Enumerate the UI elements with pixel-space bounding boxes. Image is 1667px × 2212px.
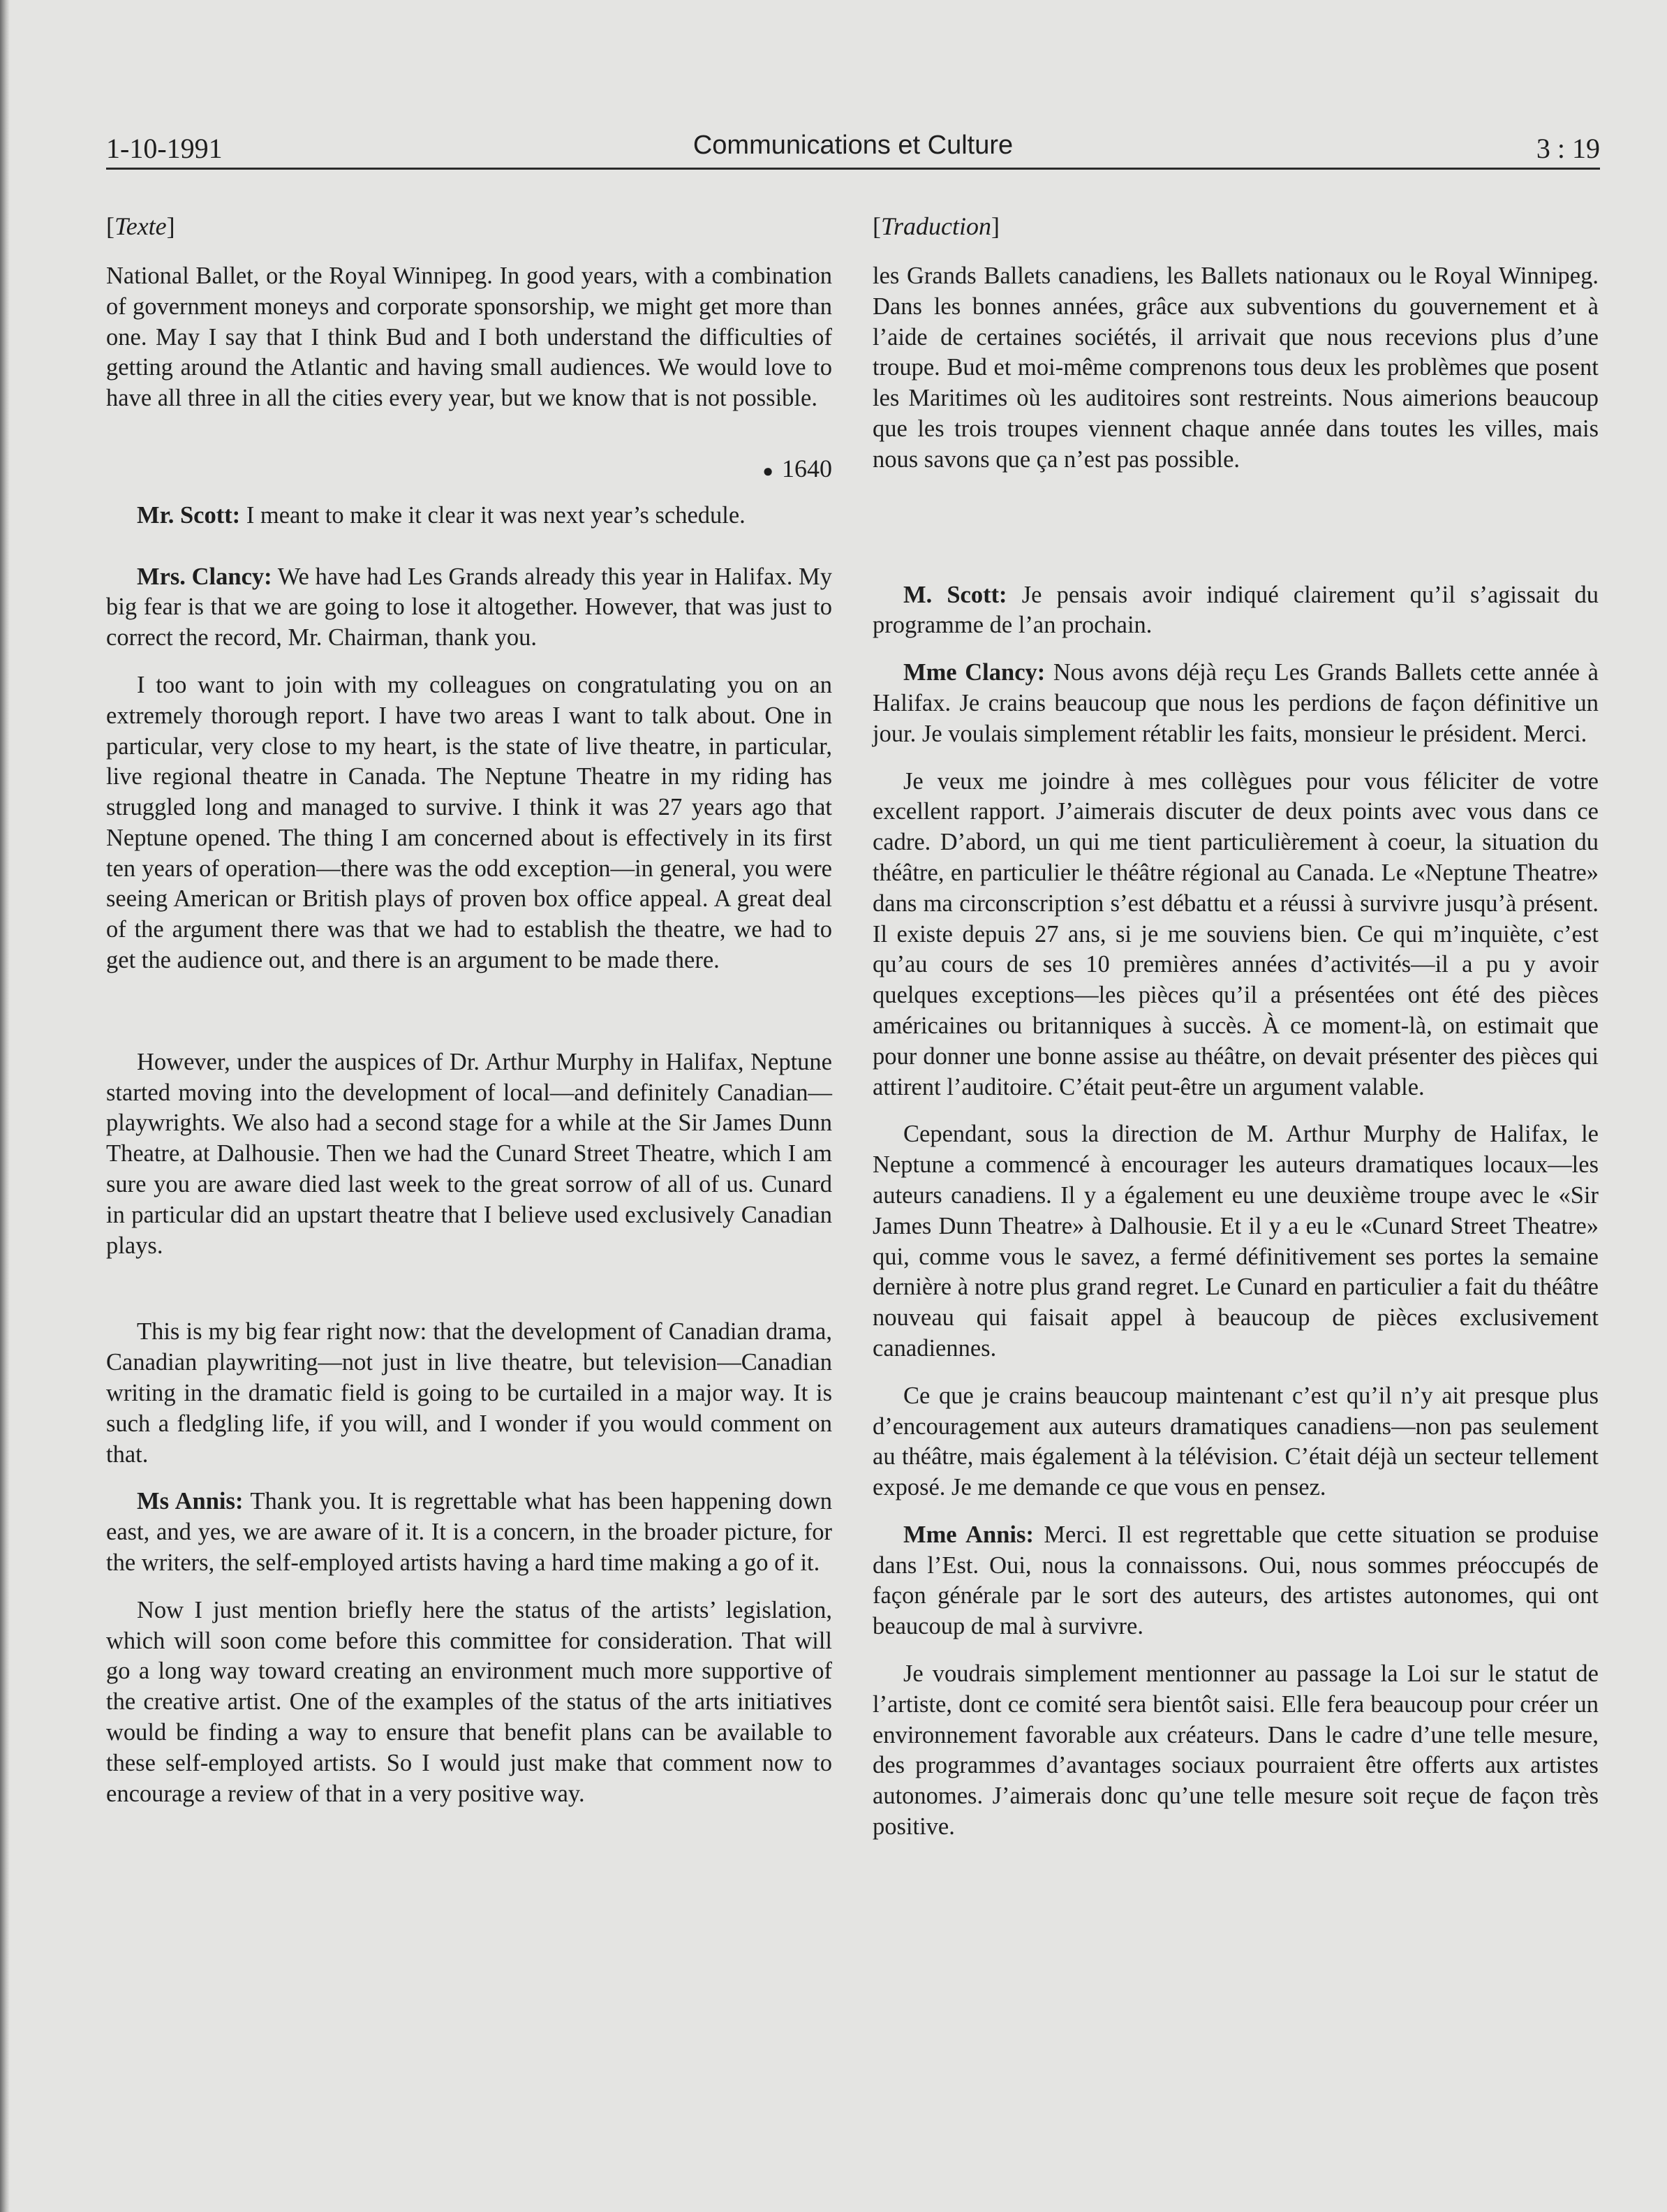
column-label-french: [Traduction]: [873, 212, 1000, 240]
paragraph-scott: Mr. Scott: I meant to make it clear it was next year’s schedule.: [137, 501, 746, 529]
header-date: 1-10-1991: [106, 133, 223, 164]
paragraph-legislation: Je voudrais simplement mentionner au passage la Loi sur le statut de l’artiste, dont ce comité sera bientôt saisi. Elle fera beaucoup pour créer un environnement favorable aux créateurs. Dans le cadre d’une telle mesure, des programmes d’avantages sociaux pourraient être offerts aux artistes autonomes. J’aimerais donc qu’une telle mesure soit reçue de façon très positive.: [873, 1660, 1599, 1841]
paragraph-scott: M. Scott: Je pensais avoir indiqué clairement qu’il s’agissait du programme de l’an prochain.: [873, 581, 1599, 639]
paragraph-clancy: Mrs. Clancy: We have had Les Grands already this year in Halifax. My big fear is that we are going to lose it altogether. However, that was just to correct the record, Mr. Chairman, thank you.: [106, 563, 832, 651]
timestamp-marker: [106, 452, 832, 488]
column-english: [106, 209, 832, 1809]
timestamp-value: 1640: [782, 454, 832, 482]
paragraph-murphy: However, under the auspices of Dr. Arthur Murphy in Halifax, Neptune started moving into the development of local—and definitely Canadian—playwrights. We also had a second stage for a while at the Sir James Dunn Theatre, at Dalhousie. Then we had the Cunard Street Theatre, which I am sure you are aware died last week to the great sorrow of all of us. Cunard in particular did an upstart theatre that I believe used exclusively Canadian plays.: [106, 1048, 832, 1259]
header-title: Communications et Culture: [692, 131, 1014, 160]
speaker-name: Mr. Scott:: [137, 501, 241, 529]
header-page-number: 3 : 19: [1536, 133, 1600, 164]
speaker-name: Ms Annis:: [137, 1488, 244, 1515]
paragraph-clancy: Mme Clancy: Nous avons déjà reçu Les Grands Ballets cette année à Halifax. Je crains beaucoup que nous les perdions de façon définitive un jour. Je voulais simplement rétablir les faits, monsieur le président. Merci.: [873, 659, 1599, 747]
bullet-icon: ●: [762, 460, 773, 481]
column-french: [873, 209, 1599, 1843]
paragraph-fear: This is my big fear right now: that the development of Canadian drama, Canadian playwriting—not just in live theatre, but television—Canadian writing in the dramatic field is going to be curtailed in a major way. It is such a fledgling life, if you will, and I wonder if you would comment on that.: [106, 1318, 832, 1468]
speaker-name: Mme Annis:: [903, 1521, 1034, 1548]
column-label-english: [Texte]: [106, 212, 175, 240]
page-binding-edge: [0, 0, 10, 2212]
page-header: [106, 124, 1600, 170]
paragraph-murphy: Cependant, sous la direction de M. Arthur Murphy de Halifax, le Neptune a commencé à encourager les auteurs dramatiques locaux—les auteurs canadiens. Il y a également eu une deuxième troupe avec le «Sir James Dunn Theatre» à Dalhousie. Et il y a eu le «Cunard Street Theatre» qui, comme vous le savez, a fermé définitivement ses portes la semaine dernière à notre plus grand regret. Le Cunard en particulier a fait du théâtre nouveau qui faisait appel à beaucoup de pièces exclusivement canadiennes.: [873, 1121, 1599, 1362]
paragraph-annis: Ms Annis: Thank you. It is regrettable what has been happening down east, and yes, we are aware of it. It is a concern, in the broader picture, for the writers, the self-employed artists having a hard time making a go of it.: [106, 1488, 833, 1577]
paragraph-continuation: National Ballet, or the Royal Winnipeg. In good years, with a combination of government moneys and corporate sponsorship, we might get more than one. May I say that I think Bud and I both understand the difficulties of getting around the Atlantic and having small audiences. We would love to have all three in all the cities every year, but we know that is not possible.: [106, 263, 832, 412]
paragraph-legislation: Now I just mention briefly here the status of the artists’ legislation, which will soon come before this committee for consideration. That will go a long way toward creating an environment much more supportive of the creative artist. One of the examples of the status of the arts initiatives would be finding a way to ensure that benefit plans can be available to these self-employed artists. So I would just make that comment now to encourage a review of that in a very positive way.: [106, 1596, 832, 1807]
speaker-name: Mme Clancy:: [903, 659, 1046, 686]
paragraph-fear: Ce que je crains beaucoup maintenant c’est qu’il n’y ait presque plus d’encouragement aux auteurs dramatiques canadiens—non pas seulement au théâtre, mais également à la télévision. C’était déjà un secteur tellement exposé. Je me demande ce que vous en pensez.: [873, 1382, 1599, 1501]
paragraph-theatre: Je veux me joindre à mes collègues pour vous féliciter de votre excellent rapport. J’aimerais discuter de deux points avec vous dans ce cadre. D’abord, un qui me tient particulièrement à coeur, la situation du théâtre, en particulier le théâtre régional au Canada. Le «Neptune Theatre» dans ma circonscription s’est débattu et a réussi à survivre jusqu’à présent. Il existe depuis 27 ans, si je me souviens bien. Ce qui m’inquiète, c’est qu’au cours de ses 10 premières années d’activités—il a pu y avoir quelques exceptions—les pièces qu’il a présentées ont été des pièces américaines ou britanniques à succès. À ce moment-là, on estimait que pour donner une bonne assise au théâtre, on devait présenter des pièces qui attirent l’auditoire. C’était peut-être un argument valable.: [873, 767, 1599, 1100]
speaker-name: M. Scott:: [903, 581, 1007, 608]
speaker-name: Mrs. Clancy:: [137, 563, 272, 590]
paragraph-continuation: les Grands Ballets canadiens, les Ballets nationaux ou le Royal Winnipeg. Dans les bonnes années, grâce aux subventions du gouvernement et à l’aide de certaines sociétés, il arrivait que nous recevions plus d’une troupe. Bud et moi-même comprenons tous deux les problèmes que posent les Maritimes où les auditoires sont restreints. Nous aimerions beaucoup que les trois troupes viennent chaque année dans toutes les villes, mais nous savons que ça n’est pas possible.: [873, 263, 1599, 473]
paragraph-theatre: I too want to join with my colleagues on congratulating you on an extremely thorough report. I have two areas I want to talk about. One in particular, very close to my heart, is the state of live theatre, in particular, live regional theatre in Canada. The Neptune Theatre in my riding has struggled long and managed to survive. I think it was 27 years ago that Neptune opened. The thing I am concerned about is effectively in its first ten years of operation—there was the odd exception—in general, you were seeing American or British plays of proven box office appeal. A great deal of the argument there was that we had to establish the theatre, we had to get the audience out, and there is an argument to be made there.: [106, 671, 832, 974]
paragraph-annis: Mme Annis: Merci. Il est regrettable que cette situation se produise dans l’Est. Oui, nous la connaissons. Oui, nous sommes préoccupés de façon générale par le sort des auteurs, des artistes autonomes, qui ont beaucoup de mal à survivre.: [873, 1521, 1599, 1640]
